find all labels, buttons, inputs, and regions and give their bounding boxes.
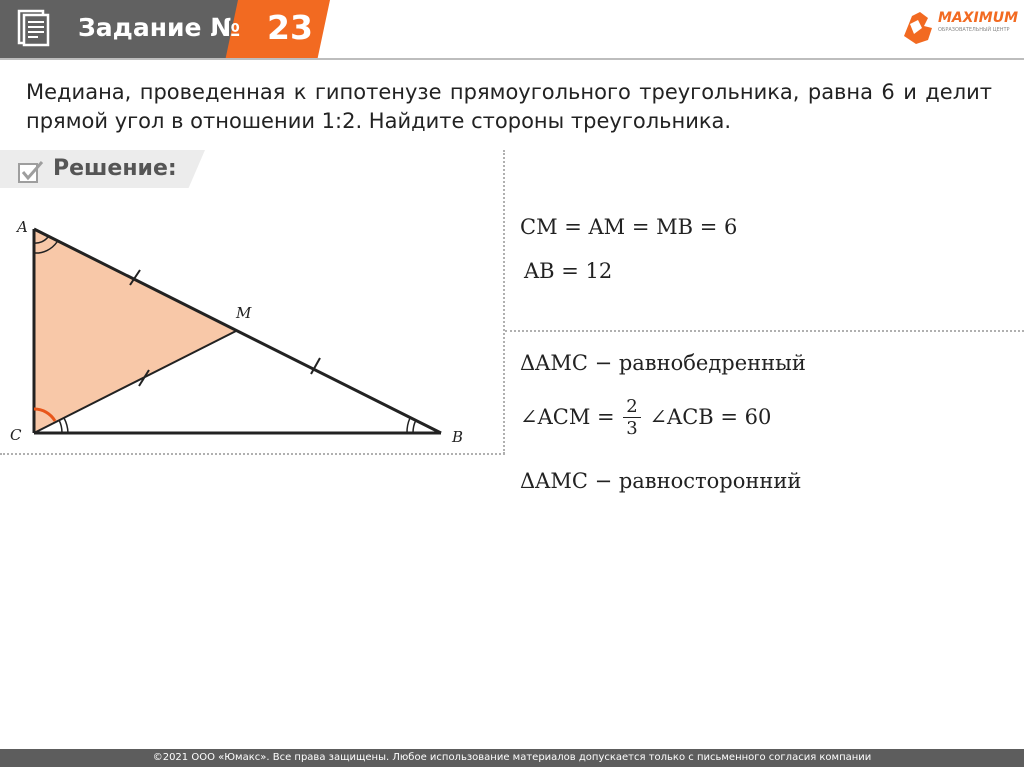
header-divider [0,58,1024,60]
task-number: 23 [267,8,313,47]
logo-name: MAXIMUM [938,10,1019,26]
angle-b-arc [413,420,416,433]
angle-mcb-arc-2 [64,418,68,433]
figure-bottom-divider [0,453,505,455]
equation-angle-left: ∠ACM = [520,405,615,429]
copyright-footer: ©2021 ООО «Юмакс». Все права защищены. Любое использование материалов допускается только с письменного согласия компании [0,749,1024,767]
equations-divider [505,330,1024,332]
solution-label: Решение: [53,156,177,181]
vertical-divider [503,150,505,454]
vertex-b-label: B [452,428,464,446]
triangle-figure [0,200,500,450]
problem-statement: Медиана, проведенная к гипотенузе прямоугольного треугольника, равна 6 и делит прямой угол в отношении 1:2. Найдите стороны треугольника. [26,80,992,133]
vertex-a-label: A [17,218,28,236]
vertex-c-label: C [10,426,22,444]
vertex-m-label: M [236,304,252,322]
fraction-numerator: 2 [623,397,640,418]
document-icon [14,8,54,48]
equation-ab: AB = 12 [524,259,613,283]
fraction-denominator: 3 [626,418,638,439]
fraction [623,397,640,440]
checkbox-check-icon [18,160,44,184]
triangle-amc-fill [34,229,236,433]
task-label: Задание № [78,13,241,42]
header-bar [0,0,1024,62]
angle-mcb-arc [59,420,62,433]
angle-b-arc-2 [407,418,410,433]
equation-angle-right: ∠ACB = 60 [649,405,772,429]
equation-equilateral: ΔAMC − равносторонний [520,469,802,493]
equation-isosceles: ΔAMC − равнобедренный [520,351,806,375]
equation-angle-acm [520,397,771,440]
equation-medians-equal: CM = AM = MB = 6 [520,215,738,239]
logo-tagline: ОБРАЗОВАТЕЛЬНЫЙ ЦЕНТР [938,27,1010,33]
